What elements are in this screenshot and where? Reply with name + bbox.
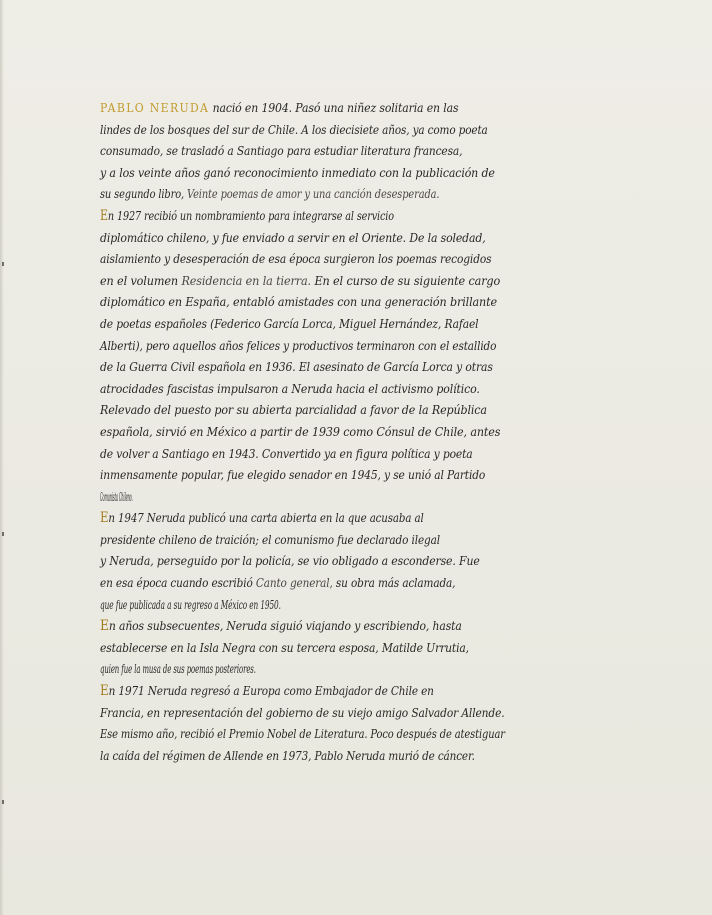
line-text: diplomático chileno, y fue enviado a servir en el Oriente. De la soledad, (100, 230, 486, 245)
line-text: n 1971 Neruda regresó a Europa como Embajador de Chile en (108, 684, 434, 699)
line-text: n 1947 Neruda publicó una carta abierta en la que acusaba al (108, 511, 424, 526)
line-text: y Neruda, perseguido por la policía, se vio obligado a esconderse. Fue (100, 554, 480, 569)
initial-capital: E (100, 683, 109, 700)
text-line (100, 400, 497, 422)
text-line (100, 184, 452, 206)
line-text: aislamiento y desesperación de esa época surgieron los poemas recogidos (100, 252, 492, 267)
line-text: de poetas españoles (Federico García Lorca, Miguel Hernández, Rafael (100, 316, 479, 331)
text-line (100, 681, 475, 703)
calligraphy-text-block (100, 98, 540, 767)
line-text: inmensamente popular, fue elegido senador en 1945, y se unió al Partido (100, 468, 486, 483)
text-line (100, 141, 480, 163)
line-text: de volver a Santiago en 1943. Convertido ya en figura política y poeta (100, 446, 473, 461)
initial-capital: E (100, 207, 108, 224)
line-text: en esa época cuando escribió (100, 576, 256, 591)
line-text: en el volumen (100, 273, 182, 288)
book-title: Veinte poemas de amor y una canción desesperada. (187, 187, 440, 202)
text-line (100, 508, 467, 530)
line-text: establecerse en la Isla Negra con su tercera esposa, Matilde Urrutia, (100, 640, 469, 655)
line-text: Francia, en representación del gobierno de su viejo amigo Salvador Allende. (100, 705, 505, 720)
text-line (100, 487, 220, 509)
line-text: Ese mismo año, recibió el Premio Nobel de Literatura. Poco después de atestiguar (100, 727, 505, 742)
text-line (100, 120, 488, 142)
line-text: y a los veinte años ganó reconocimiento inmediato con la publicación de (100, 165, 495, 180)
line-text: española, sirvió en México a partir de 1939 como Cónsul de Chile, antes (100, 424, 501, 439)
text-line (100, 659, 347, 681)
initial-capital: E (100, 618, 109, 635)
line-text: atrocidades fascistas impulsaron a Neruda hacia el activismo político. (100, 381, 480, 396)
text-line (100, 595, 362, 617)
line-text: lindes de los bosques del sur de Chile. A los diecisiete años, ya como poeta (100, 122, 488, 137)
text-line (100, 422, 499, 444)
text-line (100, 357, 493, 379)
text-line (100, 551, 490, 573)
line-text: consumado, se trasladó a Santiago para estudiar literatura francesa, (100, 144, 463, 159)
text-line (100, 616, 487, 638)
edge-mark (2, 800, 4, 804)
book-title: Canto general, (255, 576, 333, 591)
line-text: Comunista Chileno. (100, 489, 133, 504)
page-left-edge (0, 0, 4, 915)
text-line (100, 292, 500, 314)
text-line (100, 530, 475, 552)
text-line (100, 206, 445, 228)
text-line (100, 638, 485, 660)
line-text: Relevado del puesto por su abierta parcialidad a favor de la República (100, 403, 487, 418)
text-line (100, 746, 473, 768)
text-line (100, 98, 490, 120)
text-line (100, 336, 497, 358)
initial-capital: E (100, 510, 109, 527)
line-text: su segundo libro, (100, 187, 188, 202)
text-line (100, 573, 475, 595)
text-line (100, 271, 502, 293)
line-text: nació en 1904. Pasó una niñez solitaria en las (209, 101, 459, 115)
text-line (100, 444, 484, 466)
line-text: presidente chileno de traición; el comunismo fue declarado ilegal (100, 532, 440, 547)
text-line (100, 724, 505, 746)
edge-mark (2, 532, 4, 536)
text-line (100, 249, 492, 271)
line-text: quien fue la musa de sus poemas posteriores. (100, 662, 256, 677)
line-text: Alberti), pero aquellos años felices y productivos terminaron con el estallido (100, 338, 497, 353)
book-title: Residencia en la tierra. (181, 273, 312, 288)
line-text: diplomático en España, entabló amistades con una generación brillante (100, 295, 497, 310)
line-text: de la Guerra Civil española en 1936. El asesinato de García Lorca y otras (100, 360, 493, 375)
edge-mark (2, 262, 4, 266)
line-text: la caída del régimen de Allende en 1973, Pablo Neruda murió de cáncer. (100, 748, 475, 763)
line-text: En el curso de su siguiente cargo (311, 273, 501, 288)
text-line (100, 314, 483, 336)
text-line (100, 465, 486, 487)
line-text: n años subsecuentes, Neruda siguió viajando y escribiendo, hasta (108, 619, 462, 634)
title-name: PABLO NERUDA (100, 101, 210, 115)
line-text: su obra más aclamada, (332, 576, 456, 591)
text-line (100, 703, 505, 725)
line-text: que fue publicada a su regreso a México en 1950. (100, 597, 281, 612)
text-line (100, 228, 490, 250)
line-text: n 1927 recibió un nombramiento para integrarse al servicio (107, 208, 394, 223)
text-line (100, 163, 493, 185)
text-line (100, 379, 492, 401)
